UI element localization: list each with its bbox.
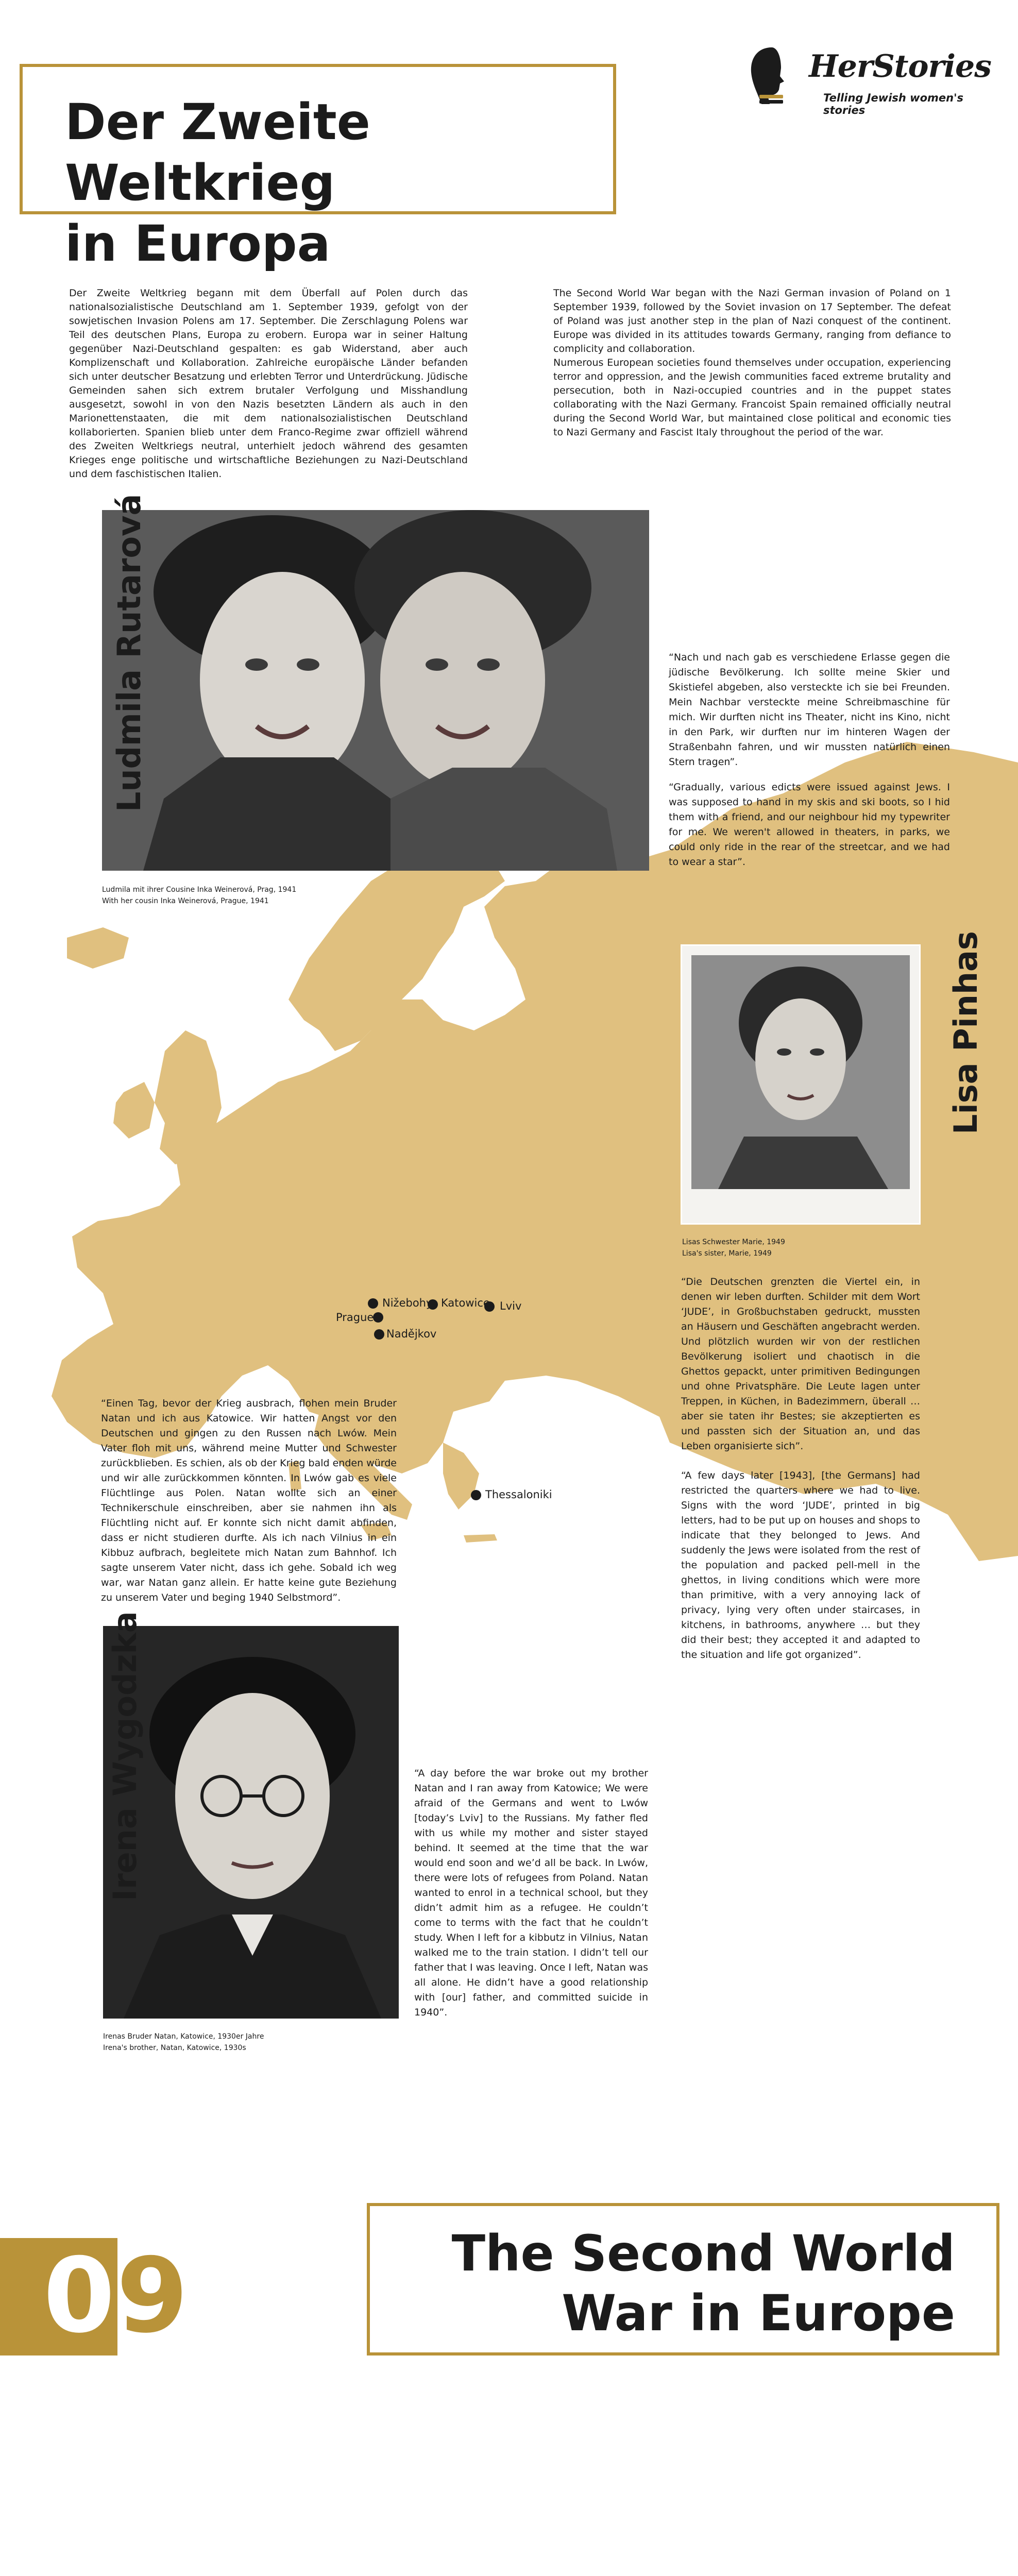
logo-head-icon [747,45,796,106]
iceland [67,927,129,969]
city-dot-thessaloniki [471,1490,481,1500]
city-label-nadejkov: Nadějkov [386,1328,437,1340]
quote-lisa-de: “Die Deutschen grenzten die Viertel ein, in denen wir leben durften. Schilder mit dem Wort ‘JUDE’, in Großbuchstaben gedruckt, mussten an Häusern und Geschäften angebracht werden. Und plötzlich wurden wir von der restlichen Bevölkerung isoliert und chaotisch in die Ghettos gepackt, unter primitiven Bedingungen und ohne Privatsphäre. Die Leute lagen unter Treppen, in Küchen, in Badezimmern, überall … aber sie taten ihr Bestes; sie akzeptierten es und passten sich der Situation an, und das Leben organisierte sich”. [681,1276,920,1452]
city-dot-prague [373,1312,383,1323]
quote-ludmila-en: “Gradually, various edicts were issued against Jews. I was supposed to hand in my skis and ski boots, so I hid them with a friend, and our neighbour hid my typewriter for me. We weren't allowed in theaters, in parks, we could only ride in the rear of the streetcar, and we had to wear a star”. [669,782,950,868]
section-number-digit-1: 0 [43,2236,115,2356]
quote-irena-en: “A day before the war broke out my brother Natan and I ran away from Katowice; We were afraid of the Germans and went to Lwów [today’s Lviv] to the Russians. My father fled with us while my mother and sister stayed behind. It seemed at the time that the war would end soon and we’d all be back. In Lwów, there were lots of refugees from Poland. Natan wanted to enrol in a technical school, but they didn’t admit him as a refugee. He couldn’t come to terms with the fact that he couldn’t study. When I left for a kibbutz in Vilnius, Natan walked me to the train station. I didn’t tell our father that I was leaving. Once I left, Natan was all alone. He didn’t have a good relationship with [our] father, and committed suicide in 1940”. [414,1768,648,2018]
quote-irena-de: “Einen Tag, bevor der Krieg ausbrach, flohen mein Bruder Natan und ich aus Katowice. Wir hatten Angst vor den Deutschen und gingen zu den Russen nach Lwów. Mein Vater floh mit uns, während meine Mutter und Schwester zurückblieben. Es schien, als ob der Krieg bald enden würde und wir alle zurückkommen könnten. In Lwów gab es viele Flüchtlinge aus Polen. Natan wollte sich an einer Technikerschule einschreiben, aber sie nahmen ihn als Flüchtling nicht auf. Er konnte sich nicht damit abfinden, dass er nicht studieren durfte. Als ich nach Vilnius in ein Kibbuz aufbrach, begleitete mich Natan zum Bahnhof. Ich sagte unserem Vater nicht, dass ich gehe. Sobald ich weg war, war Natan ganz allein. Er hatte keine gute Beziehung zu unserem Vater und beging 1940 Selbstmord”. [101,1398,397,1603]
caption-lisa: Lisas Schwester Marie, 1949 Lisa's sister, Marie, 1949 [682,1238,785,1258]
person-name-irena: Irena Wygodzka [106,1611,144,1901]
intro-text-de: Der Zweite Weltkrieg begann mit dem Überfall auf Polen durch das nationalsozialistische Deutschland am 1. September 1939, gefolgt von der sowjetischen Invasion Polens am 17. September. Die Zerschlagung Polens war Teil des deutschen Plans, Europa zu erobern. Europa war in seiner Haltung gegenüber Nazi-Deutschland gespalten: es gab Widerstand, aber auch Komplizenschaft und Kollaboration. Zahlreiche europäische Länder befanden sich unter deutscher Besatzung und erlebten Terror und Unterdrückung. Jüdische Gemeinden sahen sich extrem brutaler Verfolgung und Misshandlung ausgesetzt, sowohl in von den Nazis besetzten Ländern als auch in den Marionettenstaaten, die mit dem nationalsozialistischen Deutschland kollaborierten. Spanien blieb unter dem Franco-Regime zwar offiziell während des Zweiten Weltkriegs neutral, unterhielt jedoch während des gesamten Krieges enge politische und wirtschaftliche Beziehungen zu Nazi-Deutschland und dem faschistischen Italien. [69,287,468,480]
photo-lisa-sister-marie [682,946,919,1223]
portrait-man-glasses [103,1626,399,2019]
caption-irena: Irenas Bruder Natan, Katowice, 1930er Jahre Irena's brother, Natan, Katowice, 1930s [103,2032,264,2052]
logo-name: HerStories [809,48,991,84]
portrait-two-women [102,510,649,871]
city-label-katowice: Katowice [441,1297,490,1309]
german-title-box [20,64,616,273]
quote-ludmila-de: “Nach und nach gab es verschiedene Erlasse gegen die jüdische Bevölkerung. Ich sollte meine Skier und Skistiefel abgeben, also versteckte ich sie bei Freunden. Mein Nachbar versteckte meine Schreibmaschine für mich. Wir durften nicht ins Theater, nicht ins Kino, nicht in den Park, wir durften nur im hinteren Wagen der Straßenbahn fahren, und wir mussten natürlich einen Stern tragen”. [669,652,950,768]
city-label-prague: Prague [336,1311,374,1324]
herstories-logo[interactable] [747,41,989,118]
portrait-woman [682,946,919,1223]
city-label-lviv: Lviv [500,1300,522,1312]
section-number-digit-2: 9 [116,2236,189,2356]
ireland [113,1082,155,1139]
crete [464,1534,497,1543]
photo-ludmila-and-cousin [102,510,649,871]
quote-lisa-en: “A few days later [1943], [the Germans] had restricted the quarters where we had to live. Signs with the word ‘JUDE’, printed in big letters, had to be put up on houses and shops to indicate that they belonged to Jews. And suddenly the Jews were isolated from the rest of the population and packed pell-mell in the ghettos, in living conditions which were more than primitive, with a very annoying lack of privacy, lying very often under staircases, in kitchens, in bathrooms, anywhere … but they did their best; they accepted it and adapted to the situation and life got organized”. [681,1470,920,1660]
person-name-ludmila: Ludmila Rutarová [110,494,148,812]
page-title-de: Der Zweite Weltkrieg in Europa [65,93,370,273]
person-name-lisa: Lisa Pinhas [947,931,985,1134]
caption-ludmila: Ludmila mit ihrer Cousine Inka Weinerová, Prag, 1941 With her cousin Inka Weinerová, Prague, 1941 [102,886,297,905]
city-dot-nadejkov [374,1329,384,1340]
city-dot-nizebohy [368,1298,378,1309]
english-title-box [367,2203,999,2355]
page-title-en: The Second World War in Europe [451,2225,955,2342]
city-label-thessaloniki: Thessaloniki [485,1488,552,1501]
photo-irena-brother-natan [103,1626,399,2019]
logo-tagline: Telling Jewish women's stories [823,92,963,116]
intro-text-en: The Second World War began with the Nazi German invasion of Poland on 1 September 1939, followed by the Soviet invasion on 17 September. The defeat of Poland was just another step in the plan of Nazi conquest of the continent. Europe was divided in its attitudes towards Germany, ranging from defiance to complicity and collaboration. Numerous European societies found themselves under occupation, experiencing terror and oppression, and the Jewish communities faced extreme brutality and persecution, both in Nazi-occupied countries and in the puppet states collaborating with the Nazi Germany. Francoist Spain remained officially neutral during the Second World War, but maintained close political and economic ties to Nazi Germany and Fascist Italy throughout the period of the war. [553,287,951,438]
city-label-nizebohy: Nižebohy [382,1297,433,1309]
